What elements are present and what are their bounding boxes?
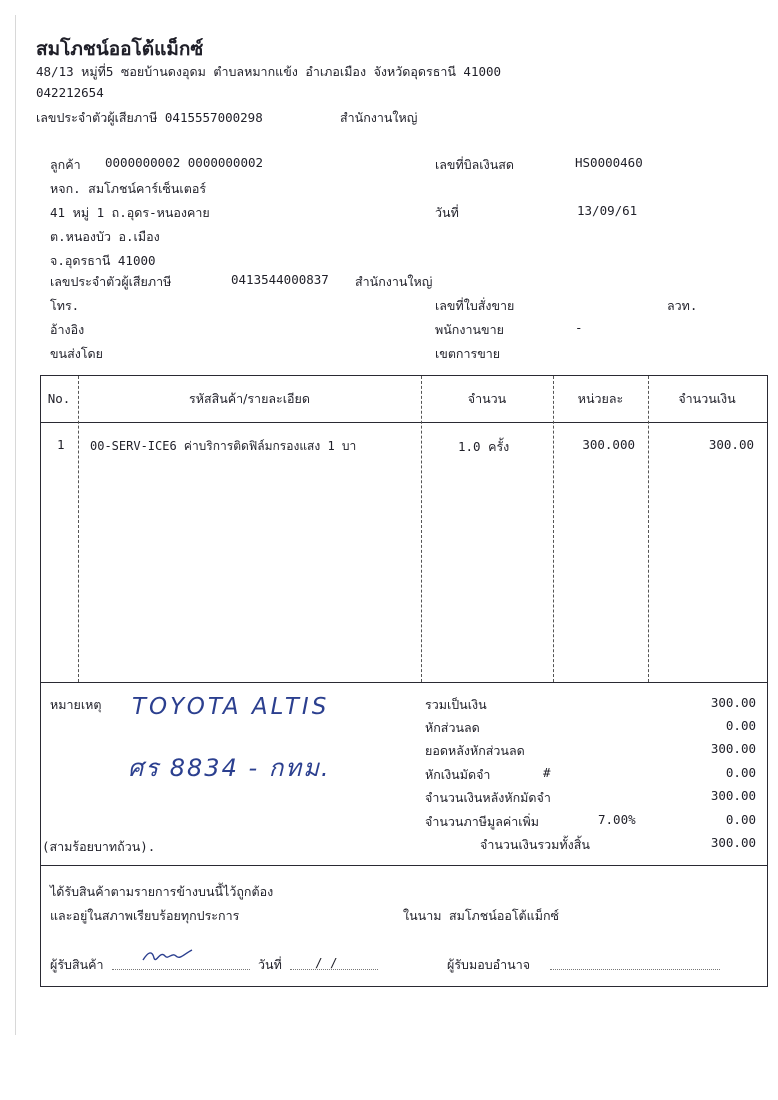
customer-address-1: 41 หมู่ 1 ถ.อุดร-หนองคาย bbox=[50, 205, 210, 220]
row-no: 1 bbox=[57, 437, 65, 452]
bill-number: HS0000460 bbox=[575, 155, 643, 170]
baht-text: (สามร้อยบาทถ้วน). bbox=[42, 839, 156, 854]
customer-tax-id: 0413544000837 bbox=[231, 272, 329, 287]
company-address: 48/13 หมู่ที่5 ซอยบ้านดงอุดม ตำบลหมากแข้ง อำเภอเมือง จังหวัดอุดรธานี 41000 bbox=[36, 64, 502, 79]
row-quantity: 1.0 ครั้ง bbox=[458, 439, 510, 454]
items-divider bbox=[40, 682, 767, 683]
header-divider bbox=[40, 422, 767, 423]
invoice-date: 13/09/61 bbox=[577, 203, 638, 218]
authorized-label: ผู้รับมอบอำนาจ bbox=[447, 957, 531, 972]
receive-date-blank: / / bbox=[315, 955, 338, 970]
company-branch: สำนักงานใหญ่ bbox=[340, 110, 418, 125]
after-deposit-label: จำนวนเงินหลังหักมัดจำ bbox=[425, 790, 551, 805]
receiver-label: ผู้รับสินค้า bbox=[50, 957, 104, 972]
subtotal-value: 300.00 bbox=[710, 695, 756, 710]
customer-label: ลูกค้า bbox=[50, 157, 81, 172]
receiver-signature-line bbox=[112, 969, 250, 970]
receiver-signature bbox=[140, 944, 196, 966]
authorized-signature-line bbox=[550, 969, 720, 970]
header-unit-price: หน่วยละ bbox=[577, 391, 624, 406]
company-tax-id: เลขประจำตัวผู้เสียภาษี 0415557000298 bbox=[36, 110, 263, 125]
page-edge-line bbox=[15, 15, 16, 1035]
handwritten-car-model: TOYOTA ALTIS bbox=[132, 694, 330, 720]
customer-tax-label: เลขประจำตัวผู้เสียภาษี bbox=[50, 274, 172, 289]
received-statement-1: ได้รับสินค้าตามรายการข้างบนนี้ไว้ถูกต้อง bbox=[50, 884, 274, 899]
bill-label: เลขที่บิลเงินสด bbox=[435, 157, 514, 172]
handwritten-plate: ศร 8834 - กทม. bbox=[128, 754, 331, 782]
grand-total-label: จำนวนเงินรวมทั้งสิ้น bbox=[480, 837, 590, 852]
vat-rate: 7.00% bbox=[598, 812, 636, 827]
reference-label: อ้างอิง bbox=[50, 322, 85, 337]
after-discount-value: 300.00 bbox=[710, 741, 756, 756]
salesperson-value: - bbox=[575, 320, 583, 335]
col-line-no bbox=[78, 376, 79, 682]
deposit-label: หักเงินมัดจำ bbox=[425, 767, 491, 782]
customer-name: หจก. สมโภชน์คาร์เซ็นเตอร์ bbox=[50, 181, 207, 196]
customer-code: 0000000002 0000000002 bbox=[105, 155, 264, 170]
col-line-qty bbox=[553, 376, 554, 682]
company-phone: 042212654 bbox=[36, 85, 104, 100]
receive-date-label: วันที่ bbox=[258, 957, 282, 972]
header-description: รหัสสินค้า/รายละเอียด bbox=[188, 391, 310, 406]
after-deposit-value: 300.00 bbox=[710, 788, 756, 803]
salesperson-label: พนักงานขาย bbox=[435, 322, 504, 337]
header-no: No. bbox=[47, 391, 71, 406]
vat-label: จำนวนภาษีมูลค่าเพิ่ม bbox=[425, 814, 539, 829]
row-description: 00-SERV-ICE6 ค่าบริการติดฟิล์มกรองแสง 1 บา bbox=[90, 439, 357, 453]
after-discount-label: ยอดหลังหักส่วนลด bbox=[425, 743, 525, 758]
sales-order-value: ลวท. bbox=[667, 298, 698, 313]
customer-address-3: จ.อุดรธานี 41000 bbox=[50, 253, 156, 268]
customer-address-2: ต.หนองบัว อ.เมือง bbox=[50, 229, 160, 244]
discount-label: หักส่วนลด bbox=[425, 720, 480, 735]
col-line-desc bbox=[421, 376, 422, 682]
phone-label: โทร. bbox=[50, 298, 80, 313]
remark-label: หมายเหตุ bbox=[50, 697, 102, 712]
vat-value: 0.00 bbox=[725, 812, 756, 827]
header-quantity: จำนวน bbox=[467, 391, 507, 406]
summary-divider bbox=[40, 865, 767, 866]
col-line-unit bbox=[648, 376, 649, 682]
received-statement-2: และอยู่ในสภาพเรียบร้อยทุกประการ bbox=[50, 908, 240, 923]
company-name: สมโภชน์ออโต้แม็กซ์ bbox=[36, 38, 204, 60]
grand-total-value: 300.00 bbox=[710, 835, 756, 850]
on-behalf-of: ในนาม สมโภชน์ออโต้แม็กซ์ bbox=[403, 908, 560, 923]
date-label: วันที่ bbox=[435, 205, 459, 220]
header-amount: จำนวนเงิน bbox=[678, 391, 736, 406]
row-unit-price: 300.000 bbox=[582, 437, 635, 452]
sales-order-label: เลขที่ใบสั่งขาย bbox=[435, 298, 515, 313]
shipping-label: ขนส่งโดย bbox=[50, 346, 103, 361]
deposit-mark: # bbox=[543, 765, 551, 780]
customer-branch: สำนักงานใหญ่ bbox=[355, 274, 433, 289]
receive-date-line bbox=[290, 969, 378, 970]
sales-area-label: เขตการขาย bbox=[435, 346, 501, 361]
row-amount: 300.00 bbox=[708, 437, 754, 452]
discount-value: 0.00 bbox=[725, 718, 756, 733]
subtotal-label: รวมเป็นเงิน bbox=[425, 697, 487, 712]
deposit-value: 0.00 bbox=[725, 765, 756, 780]
